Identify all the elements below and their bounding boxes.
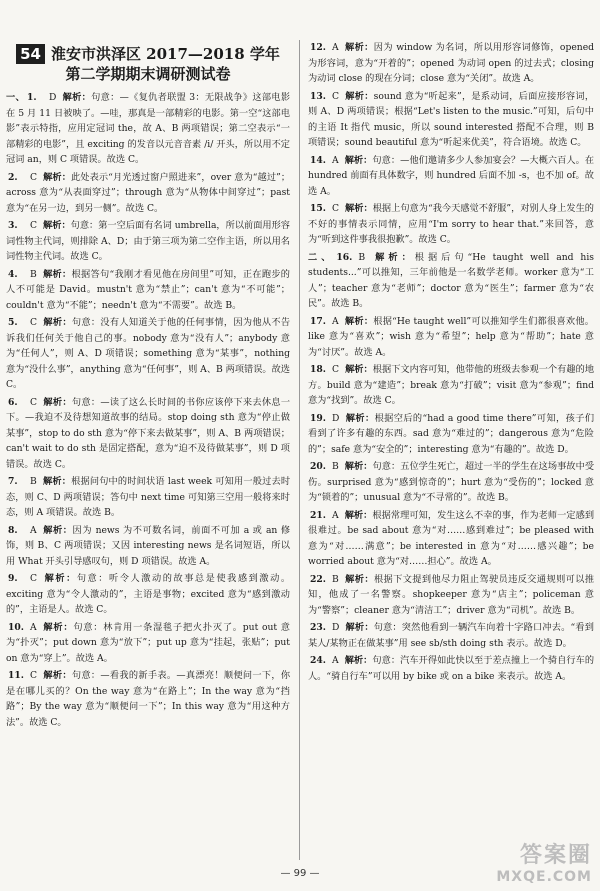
- test-title-line1: 淮安市洪泽区 2017—2018 学年: [50, 45, 280, 63]
- explanation-text: 根据空后的“had a good time there”可知，孩子们看到了许多有趣的东西。sad 意为“难过的”；dangerous 意为“危险的”；safe 意为“安全的”；interesting 意为“有趣的”。故选 D。: [308, 412, 595, 455]
- explanation-text: 句意：汽车开得如此快以至于差点撞上一个骑自行车的人。“骑自行车”可以用 by bike 或 on a bike 来表示。故选 A。: [308, 655, 595, 682]
- question-number: 7.: [8, 476, 18, 487]
- test-header: [6, 44, 290, 84]
- answer-letter: A: [332, 509, 339, 521]
- answer-letter: C: [30, 171, 38, 183]
- explanation-label: 解析 ：: [345, 461, 373, 472]
- answer-item: [308, 362, 594, 409]
- answer-letter: A: [332, 42, 339, 53]
- answer-item: [308, 620, 594, 651]
- explanation-text: 因为 window 为名词，所以用形容词修饰，opened 为形容词，意为“开着的”；opened 为动词 open 的过去式；closing 为动词 close 的现在分词；close 意为“关闭”。故选 A。: [308, 42, 595, 84]
- answer-item: [6, 474, 290, 521]
- test-title-line2: 第二学期期末调研测试卷: [65, 65, 231, 83]
- answer-item: [308, 653, 594, 684]
- answer-letter: C: [332, 203, 340, 214]
- explanation-label: 解析 ：: [345, 364, 373, 375]
- explanation-label: 解析 ：: [43, 172, 71, 183]
- question-number: 20.: [310, 461, 326, 472]
- explanation-text: 句意：—看我的新手表。—真漂亮！顺便问一下，你是在哪儿买的？On the way 意为“在路上”；In the way 意为“挡路”；By the way 意为“顺便问一下”；In this way 意为“用这种方法”。故选 C。: [6, 670, 291, 728]
- explanation-label: 解析 ：: [345, 91, 374, 102]
- explanation-label: 解析 ：: [345, 655, 373, 666]
- answer-letter: B: [332, 461, 339, 472]
- explanation-label: 解析 ：: [43, 220, 71, 231]
- answer-letter: C: [30, 573, 38, 584]
- explanation-text: 因为 news 为不可数名词，前面不可加 a 或 an 修饰，则 B、C 两项错误；又因 interesting news 是名词短语，所以用 What 开头引导感叹句，则 D 项错误。故选 A。: [6, 524, 291, 567]
- answer-letter: B: [358, 251, 366, 263]
- section-marker: 二、: [308, 251, 335, 263]
- answer-item: [308, 314, 594, 361]
- answer-item: [6, 571, 290, 618]
- explanation-text: 句意：听令人激动的故事总是使我感到激动。exciting 意为“令人激动的”，主语是事物；excited 意为“感到激动的”，主语是人。故选 C。: [6, 573, 291, 615]
- answer-item: [6, 315, 290, 393]
- answer-letter: A: [30, 621, 37, 633]
- explanation-label: 解析 ：: [345, 622, 373, 633]
- question-number: 24.: [310, 655, 326, 666]
- answer-item: [308, 411, 594, 458]
- watermark-logo: [496, 838, 592, 885]
- answer-item: [6, 218, 290, 265]
- explanation-text: 根据问句中的时间状语 last week 可知用一般过去时态，则 C、D 两项错误；答句中 next time 可知第三空用一般将来时态，则 A 项错误。故选 B。: [6, 476, 291, 518]
- explanation-label: 解析 ：: [43, 317, 72, 328]
- answer-list-left: [6, 90, 290, 730]
- explanation-label: 解析 ：: [43, 525, 73, 536]
- explanation-label: 解析 ：: [43, 397, 72, 408]
- answer-letter: A: [30, 524, 37, 536]
- explanation-label: 解析 ：: [345, 510, 373, 521]
- answer-item: [308, 508, 594, 570]
- answer-letter: B: [30, 476, 37, 487]
- explanation-text: 根据下文内容可知，他带他的班级去参观一个有趣的地方。build 意为“建造”；break 意为“打破”；visit 意为“参观”；find 意为“找到”。故选 C。: [308, 364, 595, 406]
- answer-item: [6, 170, 290, 217]
- explanation-text: 句意：林肯用一条湿毯子把火扑灭了。put out 意为“扑灭”；put down 意为“放下”；put up 意为“挂起，张贴”；put on 意为“穿上”。故选 A。: [6, 621, 290, 664]
- answer-item: [6, 668, 290, 730]
- question-number: 18.: [310, 364, 326, 375]
- question-number: 12.: [310, 42, 326, 53]
- explanation-text: 句意：突然他看到一辆汽车向着十字路口冲去。“看到某人/某物正在做某事”用 see sb/sth doing sth 表示。故选 D。: [308, 622, 594, 649]
- explanation-label: 解析 ：: [345, 316, 374, 327]
- answer-letter: C: [30, 220, 38, 231]
- explanation-text: 此处表示“月光透过窗户照进来”，over 意为“越过”；across 意为“从表面穿过”；through 意为“从物体中间穿过”；past 意为“在另一边，到另一侧”。故选 C。: [6, 171, 291, 214]
- question-number: 14.: [310, 154, 326, 166]
- explanation-label: 解析 ：: [43, 670, 72, 681]
- explanation-label: 解析 ：: [345, 42, 374, 53]
- page-number: — 99 —: [280, 868, 320, 879]
- left-column: [6, 44, 290, 732]
- explanation-text: 根据后句“He taught well and his students...”可以推知，三年前他是一名数学老师。worker 意为“工人”；teacher 意为“老师”；doctor 意为“医生”；farmer 意为“农民”。故选 B。: [308, 251, 595, 309]
- explanation-label: 解析 ：: [345, 203, 373, 214]
- answer-item: [308, 40, 594, 87]
- question-number: 6.: [8, 396, 18, 408]
- explanation-label: 解析 ：: [43, 269, 72, 280]
- watermark-text: 答案圈: [519, 843, 592, 868]
- question-number: 1.: [26, 92, 37, 103]
- answer-letter: A: [332, 315, 339, 327]
- explanation-text: 根据答句“我刚才看见他在房间里”可知，正在跑步的人不可能是 David。mustn't 意为“禁止”；can't 意为“不可能”；couldn't 意为“不能”；needn't 意为“不需要”。故选 B。: [6, 268, 290, 311]
- column-divider: [299, 40, 300, 860]
- explanation-text: 根据常理可知，发生这么不幸的事，作为老师一定感到很难过。be sad about 意为“对……感到难过”；be pleased with 意为“对……满意”；be interested in 意为“对……感兴趣”；be worried about 意为“对……担心”。故选 A。: [308, 509, 595, 567]
- question-number: 9.: [8, 573, 18, 584]
- answer-item: [308, 201, 594, 248]
- explanation-text: 根据“He taught well”可以推知学生们都很喜欢他。like 意为“喜欢”；wish 意为“希望”；help 意为“帮助”；hate 意为“讨厌”。故选 A。: [308, 315, 594, 358]
- answer-letter: C: [30, 317, 38, 328]
- answer-letter: C: [30, 670, 38, 681]
- answer-item: [6, 395, 290, 473]
- explanation-text: 根据下文提到他尽力阻止驾驶员违反交通规则可以推知，他成了一名警察。shopkeeper 意为“店主”；policeman 意为“警察”；cleaner 意为“清洁工”；driver 意为“司机”。故选 B。: [308, 573, 595, 616]
- answer-item: [308, 572, 594, 619]
- explanation-label: 解析 ：: [345, 155, 373, 166]
- question-number: 13.: [310, 90, 326, 102]
- question-number: 22.: [310, 573, 326, 585]
- explanation-text: 句意：没有人知道关于他的任何事情，因为他从不告诉我们任何关于他自己的事。nobody 意为“没有人”；anybody 意为“任何人”，则 A、D 项错误；something 意为“某事”，nothing 意为“没什么事”，anything 意为“任何事”，则 A、B 两项错误。故选 C。: [6, 317, 291, 390]
- right-column: [308, 40, 594, 686]
- answer-item: [6, 620, 290, 667]
- question-number: 15.: [310, 203, 326, 214]
- question-number: 17.: [310, 315, 326, 327]
- answer-letter: D: [48, 92, 57, 103]
- question-number: 23.: [310, 622, 326, 633]
- question-number: 16.: [336, 251, 353, 263]
- explanation-label: 解析 ：: [62, 92, 91, 103]
- question-number: 21.: [310, 509, 326, 521]
- explanation-label: 解析 ：: [371, 252, 415, 263]
- explanation-label: 解析 ：: [43, 573, 77, 584]
- answer-letter: C: [332, 90, 340, 102]
- answer-item: [6, 523, 290, 570]
- explanation-text: 句意：五位学生死亡，超过一半的学生在这场事故中受伤。surprised 意为“感到惊奇的”；hurt 意为“受伤的”；locked 意为“锁着的”；unusual 意为“不寻常的”。故选 B。: [308, 461, 595, 503]
- question-number: 4.: [8, 268, 18, 280]
- answer-letter: B: [332, 573, 339, 585]
- answer-letter: D: [332, 412, 340, 424]
- question-number: 5.: [8, 317, 18, 328]
- answer-item: [6, 90, 290, 168]
- answer-item: [6, 267, 290, 314]
- answer-item: [308, 89, 594, 151]
- explanation-label: 解析 ：: [43, 622, 74, 633]
- question-number: 2.: [8, 171, 18, 183]
- section-marker: 一、: [6, 92, 25, 103]
- question-number: 8.: [8, 524, 18, 536]
- question-number: 3.: [8, 220, 18, 231]
- answer-letter: A: [332, 655, 339, 666]
- explanation-text: 句意：—他们邀请多少人参加宴会？—大概六百人。在 hundred 前面有具体数字，则 hundred 后面不加 -s，也不加 of。故选 A。: [308, 154, 595, 197]
- watermark-domain: MXQE.COM: [496, 869, 592, 885]
- answer-item: [308, 459, 594, 506]
- explanation-text: 句意：第一空后面有名词 umbrella，所以前面用形容词性物主代词，则排除 A、D；由于第三项为第二空作主语，所以用名词性物主代词。故选 C。: [6, 220, 290, 262]
- answer-letter: A: [332, 154, 339, 166]
- explanation-label: 解析 ：: [345, 574, 374, 585]
- answer-item: [308, 153, 594, 200]
- explanation-text: 句意：—读了这么长时间的书你应该停下来去休息一下。—我迫不及待想知道故事的结局。stop doing sth 意为“停止做某事”，stop to do sth 意为“停下来去做某事”，则 A、B 两项错误；can't wait to do sth 是固定搭配，意为“迫不及待做某事”，则 D 项错误。故选 C。: [6, 396, 291, 470]
- answer-letter: B: [30, 268, 37, 280]
- question-number: 10.: [8, 621, 24, 633]
- answer-item: [308, 250, 594, 312]
- question-number: 11.: [8, 670, 24, 681]
- test-number-badge: 54: [16, 44, 45, 64]
- explanation-label: 解析 ：: [345, 413, 374, 424]
- explanation-text: 句意：—《复仇者联盟 3：无限战争》这部电影在 5 月 11 日被映了。—哇，那真是一部精彩的电影。第一空“这部电影”表示特指，应用定冠词 the，故 A、B 两项错误；第二空表示“一部精彩的电影”，且 exciting 的发音以元音音素 /i/ 开头，所以用不定冠词 an，则 C 项错误。故选 C。: [6, 92, 291, 165]
- explanation-label: 解析 ：: [43, 476, 71, 487]
- question-number: 19.: [310, 412, 326, 424]
- answer-letter: D: [332, 622, 340, 633]
- explanation-text: 根据上句意为“我今天感觉不舒服”，对别人身上发生的不好的事情表示同情，应用“I'm sorry to hear that.”来回答，意为“听到这件事我很抱歉”。故选 C。: [308, 203, 594, 245]
- explanation-text: sound 意为“听起来”，是系动词，后面应接形容词，则 A、D 两项错误；根据“Let's listen to the music.”可知，后句中的主语 It 指代 music，所以 sound interested 搭配不合理，则 B 项错误；sound beautiful 意为“听起来优美”，符合语境。故选 C。: [308, 90, 595, 148]
- answer-letter: C: [332, 364, 340, 375]
- answer-list-right: [308, 40, 594, 684]
- answer-letter: C: [30, 396, 38, 408]
